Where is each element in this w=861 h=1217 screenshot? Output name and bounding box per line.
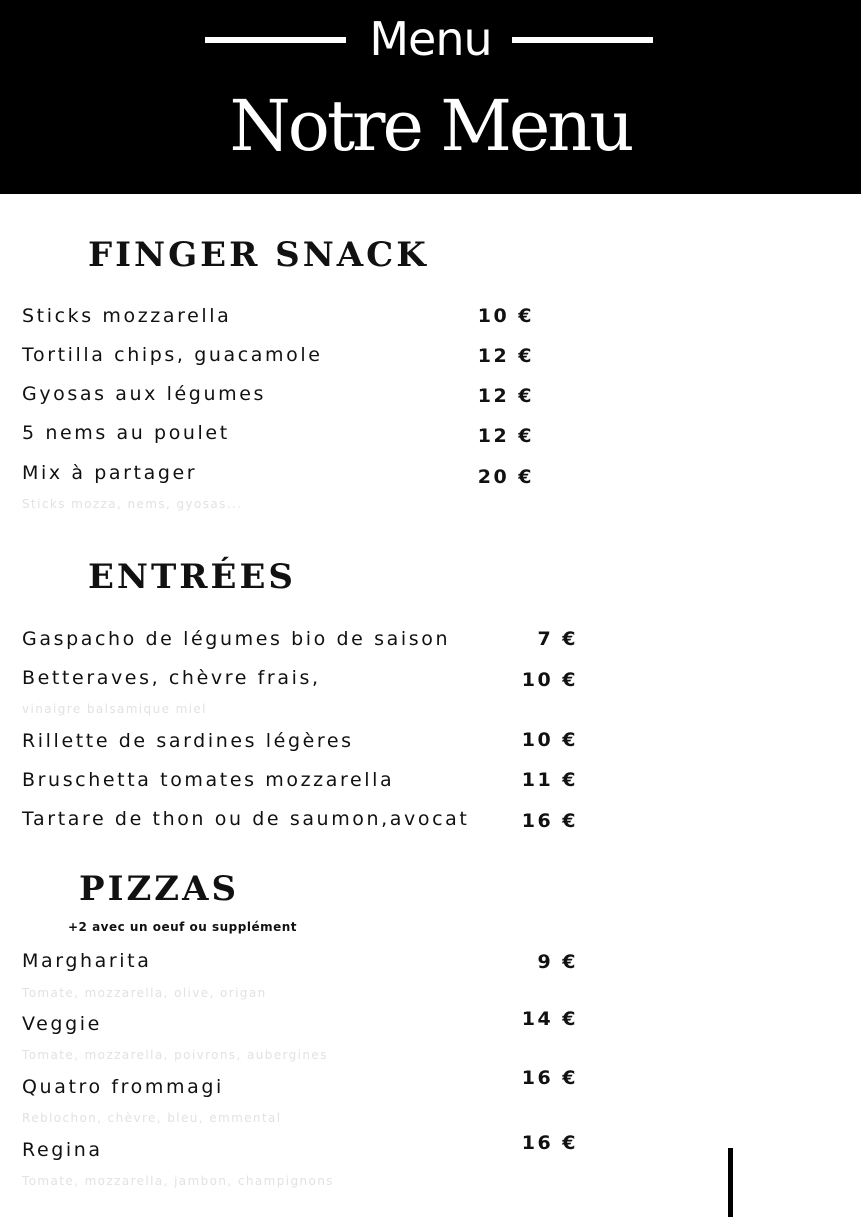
menu-item-name: Tortilla chips, guacamole <box>22 344 323 366</box>
menu-item-name: Margharita <box>22 950 152 972</box>
menu-item-name: Sticks mozzarella <box>22 305 232 327</box>
menu-item-price: 10 € <box>477 305 534 327</box>
menu-item-description: vinaigre balsamique miel <box>22 702 207 716</box>
menu-item-name: Gaspacho de légumes bio de saison <box>22 628 451 650</box>
menu-item-price: 16 € <box>521 810 578 832</box>
menu-item-price: 9 € <box>537 951 578 973</box>
menu-item-price: 16 € <box>521 1067 578 1089</box>
menu-header <box>0 0 861 194</box>
menu-item-name: Veggie <box>22 1013 102 1035</box>
section-title-finger-snack: FINGER SNACK <box>88 235 429 275</box>
menu-item-price: 12 € <box>477 425 534 447</box>
menu-item-price: 12 € <box>477 385 534 407</box>
menu-item-description: Reblochon, chèvre, bleu, emmental <box>22 1111 282 1125</box>
menu-item-name: Rillette de sardines légères <box>22 730 354 752</box>
menu-item-description: Tomate, mozzarella, poivrons, aubergines <box>22 1048 328 1062</box>
decorative-vertical-bar <box>728 1148 733 1217</box>
menu-item-description: Tomate, mozzarella, olive, origan <box>22 986 267 1000</box>
menu-item-price: 12 € <box>477 345 534 367</box>
menu-item-price: 7 € <box>537 628 578 650</box>
section-title-pizzas: PIZZAS <box>79 869 240 909</box>
menu-small-title: Menu <box>369 12 492 66</box>
menu-item-price: 10 € <box>521 729 578 751</box>
menu-item-price: 16 € <box>521 1132 578 1154</box>
menu-main-title: Notre Menu <box>229 85 632 167</box>
header-rule-right <box>512 37 653 43</box>
menu-item-price: 20 € <box>477 466 534 488</box>
menu-item-price: 14 € <box>521 1008 578 1030</box>
menu-item-description: Sticks mozza, nems, gyosas... <box>22 497 243 511</box>
section-title-entrees: ENTRÉES <box>88 557 296 597</box>
menu-item-name: Bruschetta tomates mozzarella <box>22 769 395 791</box>
menu-item-name: Quatro frommagi <box>22 1076 224 1098</box>
pizzas-supplement-note: +2 avec un oeuf ou supplément <box>68 920 298 934</box>
menu-item-name: Betteraves, chèvre frais, <box>22 667 321 689</box>
menu-item-name: Regina <box>22 1139 103 1161</box>
menu-item-name: Tartare de thon ou de saumon,avocat <box>22 808 470 830</box>
menu-item-description: Tomate, mozzarella, jambon, champignons <box>22 1174 334 1188</box>
menu-item-name: Mix à partager <box>22 462 198 484</box>
menu-item-price: 10 € <box>521 669 578 691</box>
menu-item-name: Gyosas aux légumes <box>22 383 267 405</box>
menu-item-name: 5 nems au poulet <box>22 422 230 444</box>
menu-item-price: 11 € <box>521 769 578 791</box>
